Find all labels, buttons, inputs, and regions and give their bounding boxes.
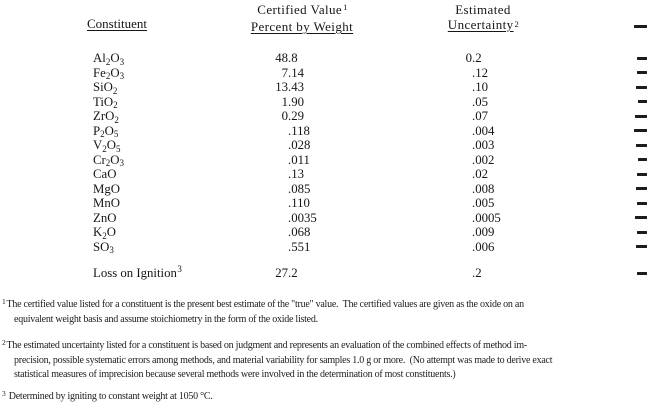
scan-artifact-mark (637, 71, 647, 74)
scan-artifact-mark (635, 115, 647, 118)
table-row-loss-on-ignition (0, 266, 648, 280)
value-fraction-part: .13 (288, 167, 304, 181)
certified-value-cell (210, 167, 304, 181)
formula-text: O (104, 123, 114, 138)
value-fraction-part: .14 (288, 65, 304, 80)
value-fraction-part: .006 (472, 239, 495, 254)
uncertainty-cell (400, 95, 488, 109)
scan-artifact-mark (638, 100, 647, 103)
formula-text: MgO (93, 181, 121, 196)
value-fraction-part: .002 (472, 152, 495, 167)
value-fraction-part: .10 (472, 80, 488, 94)
scan-artifact-mark (637, 173, 647, 176)
constituent-cell (93, 138, 121, 153)
uncertainty-cell (400, 138, 494, 152)
value-fraction-part: .0005 (472, 210, 501, 225)
value-fraction-part: .90 (288, 94, 304, 109)
formula-subscript: 2 (102, 230, 107, 241)
value-fraction-part: .29 (288, 109, 304, 123)
uncertainty-cell (400, 66, 488, 80)
scan-artifact-mark (636, 86, 647, 89)
constituent-cell (93, 109, 119, 124)
constituent-cell (93, 153, 124, 168)
certified-value-cell (210, 240, 310, 254)
formula-subscript: 2 (112, 85, 118, 96)
footnote-3 (2, 390, 646, 405)
formula-subscript: 2 (113, 100, 118, 110)
table-row (0, 196, 648, 210)
formula-text: ZrO (93, 109, 115, 123)
scan-artifact-mark (637, 231, 647, 234)
formula-text: K (93, 225, 103, 239)
footnote-2 (2, 339, 646, 383)
formula-text: O (110, 152, 120, 167)
certified-value-cell (210, 182, 310, 196)
certified-value-cell (210, 138, 310, 152)
constituent-cell (93, 124, 118, 139)
table-row (0, 240, 648, 254)
value-fraction-part: .551 (288, 239, 311, 254)
constituent-cell (93, 196, 120, 210)
footnote-ref-2: 2 (514, 19, 520, 29)
constituent-cell (93, 182, 120, 196)
value-fraction-part: .011 (288, 152, 310, 167)
column-header-certified-value (212, 2, 392, 34)
scan-artifact-mark (637, 272, 647, 275)
formula-subscript: 2 (105, 71, 111, 81)
footnote-line (2, 298, 646, 313)
constituent-cell (93, 66, 124, 81)
footnote-line (2, 313, 646, 328)
uncertainty-cell (400, 211, 501, 225)
value-integer-part: 1 (281, 94, 288, 109)
uncertainty-cell (400, 240, 494, 254)
uncertainty-cell (400, 182, 494, 196)
scan-artifact-mark (637, 202, 647, 205)
certified-value-cell (210, 80, 304, 94)
uncertainty-cell (400, 266, 482, 280)
footnote-text: statistical measures of imprecision because several methods were involved in the determination of most constituents.) (14, 369, 456, 380)
footnote-line (2, 368, 646, 383)
footnote-1 (2, 298, 646, 327)
footnote-text: The estimated uncertainty listed for a constituent is based on judgment and represents an evaluation of the combined effects of method im- (6, 340, 527, 351)
constituent-header-label: Constituent (87, 16, 147, 31)
certified-header-line1 (212, 2, 392, 19)
formula-subscript: 5 (113, 129, 119, 139)
loss-label-text: Loss on Ignition (93, 266, 177, 280)
value-fraction-part: .118 (288, 123, 310, 138)
scan-artifact-mark (636, 245, 647, 248)
formula-subscript: 2 (100, 129, 105, 139)
footnote-text: Determined by igniting to constant weight at 1050 °C. (6, 391, 213, 402)
table-row (0, 80, 648, 94)
uncertainty-cell (400, 124, 494, 138)
table-row (0, 182, 648, 196)
uncertainty-header-line1: Estimated (455, 2, 511, 17)
uncertainty-cell (400, 167, 488, 181)
table-row (0, 66, 648, 80)
scan-artifact-mark (638, 158, 647, 161)
formula-subscript: 2 (102, 143, 107, 154)
scan-artifact-mark (635, 216, 647, 219)
certified-value-cell (210, 51, 298, 65)
column-header-constituent (87, 16, 147, 32)
table-row (0, 138, 648, 152)
value-fraction-part: .008 (472, 181, 495, 196)
formula-text: MnO (93, 196, 121, 210)
certified-value-cell (210, 153, 310, 167)
certified-value-cell (210, 225, 310, 239)
certified-header-text: Certified Value (257, 2, 343, 17)
footnote-marker: 3 (2, 389, 6, 398)
value-fraction-part: .02 (472, 167, 488, 181)
certified-value-cell (210, 266, 298, 280)
footnote-text: precision, possible systematic errors among methods, and material variability for samples 1.0 g or more. (No attempt was made to derive exact (14, 354, 553, 366)
formula-text: SO (93, 239, 110, 254)
value-fraction-part: .05 (472, 94, 488, 109)
uncertainty-cell (400, 80, 488, 94)
footnote-line (2, 354, 646, 369)
formula-text: Cr (93, 152, 106, 167)
constituent-cell (93, 240, 114, 255)
value-integer-part: 48 (275, 51, 288, 65)
formula-text: Fe (93, 65, 106, 80)
uncertainty-header-line2 (400, 17, 566, 34)
value-integer-part: 0 (465, 51, 472, 65)
footnote-ref-1: 1 (343, 2, 348, 12)
value-fraction-part: .0035 (288, 210, 317, 225)
value-fraction-part: .005 (472, 196, 495, 210)
certified-value-cell (210, 211, 317, 225)
value-fraction-part: .12 (472, 65, 488, 80)
value-integer-part: 13 (275, 80, 288, 94)
value-fraction-part: .003 (472, 138, 495, 152)
formula-text: P (93, 123, 101, 138)
formula-text: CaO (93, 167, 117, 181)
uncertainty-cell (400, 51, 482, 65)
formula-subscript: 3 (119, 71, 125, 81)
formula-subscript: 2 (105, 158, 111, 168)
constituent-cell (93, 80, 117, 95)
value-fraction-part: .07 (472, 109, 488, 123)
percent-by-weight-text: Percent by Weight (250, 19, 354, 34)
value-integer-part: 7 (281, 65, 288, 80)
table-row (0, 109, 648, 123)
value-fraction-part: .8 (288, 51, 298, 65)
table-row (0, 95, 648, 109)
uncertainty-cell (400, 153, 494, 167)
certified-value-cell (210, 109, 304, 123)
value-fraction-part: .009 (472, 225, 495, 239)
formula-subscript: 3 (109, 245, 114, 255)
uncertainty-text: Uncertainty (447, 17, 514, 32)
uncertainty-cell (400, 225, 494, 239)
formula-text: O (110, 51, 120, 65)
constituent-cell (93, 51, 124, 66)
footnote-marker: 1 (2, 297, 6, 306)
formula-text: O (106, 225, 116, 239)
value-fraction-part: .110 (288, 196, 310, 210)
value-fraction-part: .068 (288, 225, 311, 239)
scan-artifact-mark (634, 129, 647, 132)
scan-artifact-mark (637, 57, 647, 60)
constituent-cell (93, 95, 118, 110)
value-fraction-part: .004 (472, 123, 495, 138)
formula-subscript: 5 (116, 143, 121, 154)
certified-value-cell (210, 95, 304, 109)
formula-text: TiO (93, 94, 114, 109)
value-fraction-part: .085 (288, 181, 311, 196)
table-row (0, 51, 648, 65)
footnote-text: The certified value listed for a constituent is the present best estimate of the "true" value. The certified values are given as the oxide on an (6, 299, 524, 310)
value-fraction-part: .43 (288, 80, 304, 94)
formula-text: O (106, 138, 116, 152)
value-integer-part: 0 (281, 109, 288, 123)
certified-value-cell (210, 124, 310, 138)
table-row (0, 225, 648, 239)
table-row (0, 124, 648, 138)
formula-subscript: 3 (119, 158, 125, 168)
footnote-ref-3: 3 (177, 264, 182, 274)
certified-value-cell (210, 196, 310, 210)
value-fraction-part: .2 (288, 266, 298, 280)
table-row (0, 153, 648, 167)
constituent-cell (93, 211, 116, 225)
column-header-estimated-uncertainty (400, 2, 566, 34)
uncertainty-cell (400, 109, 488, 123)
constituent-cell (93, 225, 116, 240)
table-row (0, 167, 648, 181)
uncertainty-cell (400, 196, 494, 210)
footnote-line (2, 390, 646, 405)
formula-subscript: 2 (105, 56, 111, 67)
formula-text: V (93, 138, 103, 152)
certified-value-cell (210, 66, 304, 80)
scan-artifact-mark (634, 25, 647, 28)
footnote-text: equivalent weight basis and assume stoichiometry in the form of the oxide listed. (14, 313, 318, 325)
constituent-cell (93, 167, 116, 181)
value-fraction-part: .2 (472, 51, 482, 65)
value-integer-part: 27 (275, 266, 288, 280)
formula-subscript: 3 (119, 56, 125, 67)
formula-text: O (110, 65, 120, 80)
value-fraction-part: .028 (288, 138, 311, 152)
value-fraction-part: .2 (472, 266, 482, 280)
scan-artifact-mark (636, 144, 647, 147)
certified-header-line2 (212, 19, 392, 34)
formula-text: Al (93, 51, 106, 65)
formula-text: ZnO (93, 210, 117, 225)
scan-artifact-mark (636, 187, 647, 190)
formula-text: SiO (93, 80, 113, 94)
table-row (0, 211, 648, 225)
loss-on-ignition-label (93, 266, 181, 281)
footnote-line (2, 339, 646, 354)
footnote-marker: 2 (2, 338, 6, 347)
formula-subscript: 2 (114, 114, 119, 125)
